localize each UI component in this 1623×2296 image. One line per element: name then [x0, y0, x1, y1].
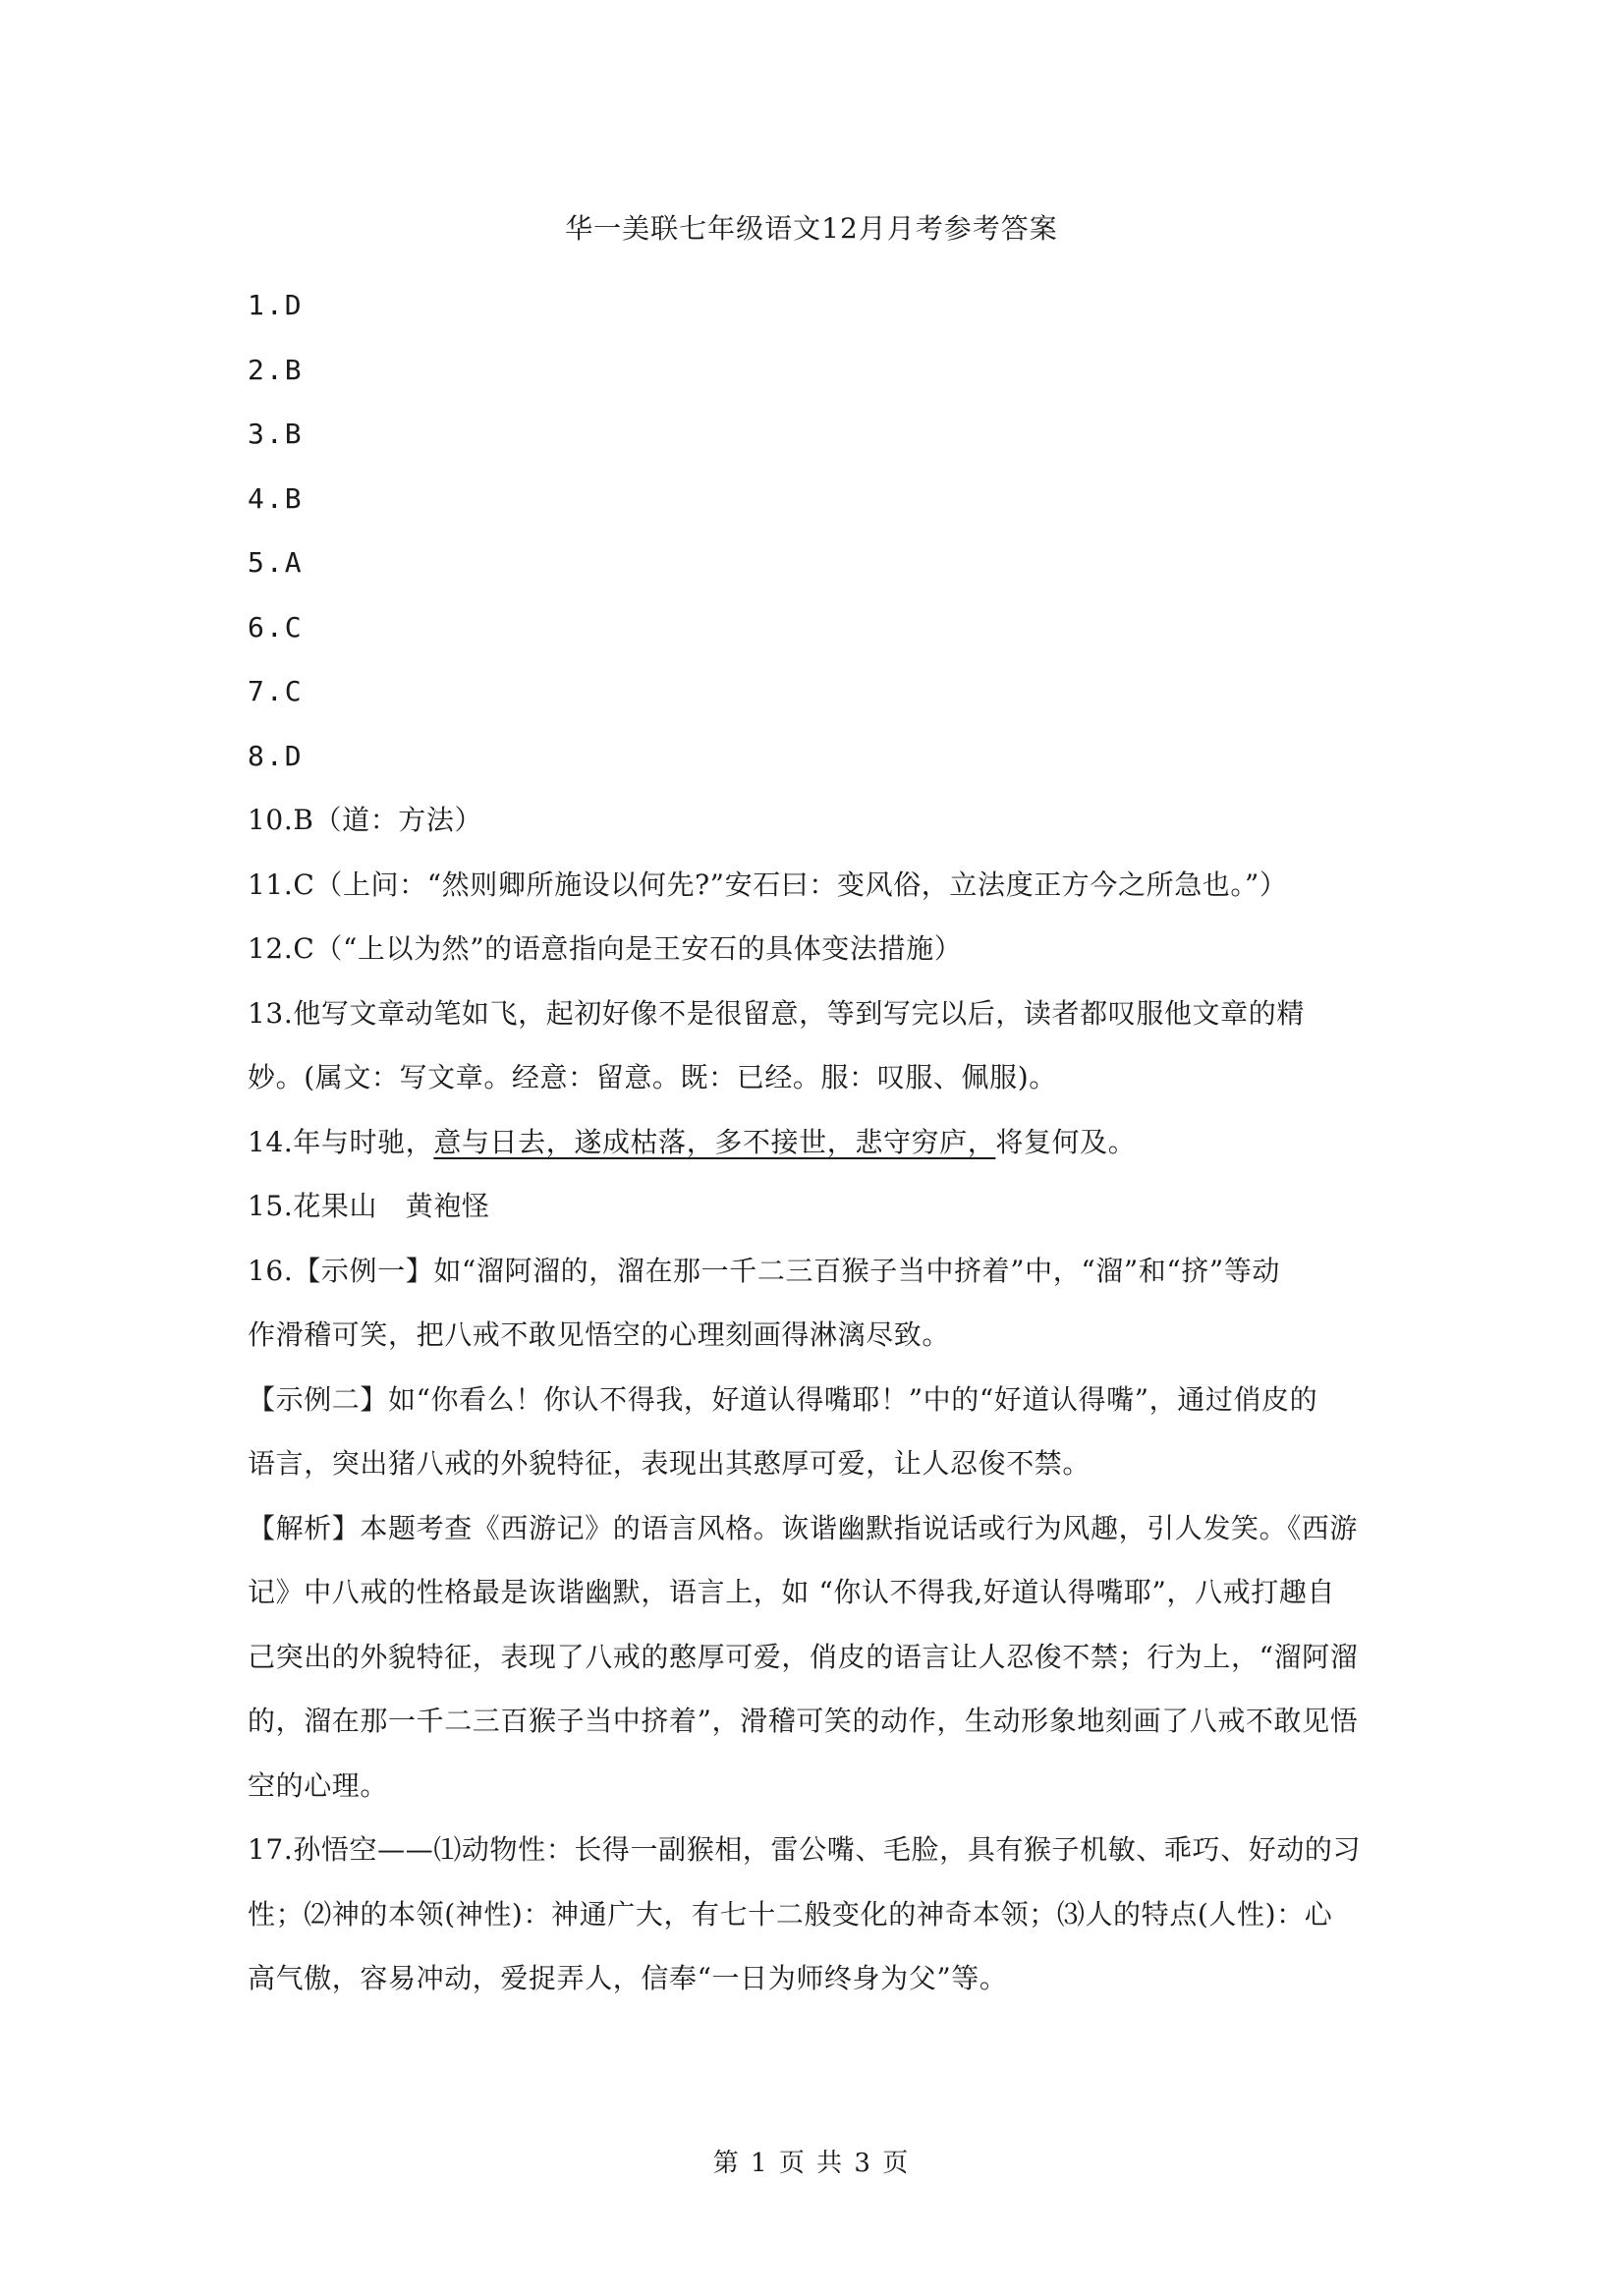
answer-14-suffix: 将复何及。 [995, 1125, 1137, 1158]
answer-14 [248, 1110, 1387, 1175]
answer-5: 5.A [248, 546, 304, 579]
answer-16-line-8: 的，溜在那一千二三百猴子当中挤着”，滑稽可笑的动作，生动形象地刻画了八戒不敢见悟 [248, 1705, 1359, 1737]
answer-2: 2.B [248, 353, 304, 386]
answer-13-line-2: 妙。(属文：写文章。经意：留意。既：已经。服：叹服、佩服)。 [248, 1061, 1057, 1093]
answer-7: 7.C [248, 675, 304, 707]
answer-16-line-4: 语言，突出猪八戒的外貌特征，表现出其憨厚可爱，让人忍俊不禁。 [248, 1447, 1091, 1480]
answer-1: 1.D [248, 289, 304, 321]
answer-4: 4.B [248, 481, 304, 515]
answer-14-underlined: 意与日去，遂成枯落，多不接世，悲守穷庐， [433, 1125, 996, 1158]
answer-16-line-6: 记》中八戒的性格最是诙谐幽默，语言上，如 “你认不得我,好道认得嘴耶”，八戒打趣自 [248, 1576, 1336, 1608]
answer-14-prefix: 14.年与时驰， [248, 1125, 434, 1158]
answer-list [248, 273, 1387, 2011]
answer-16-line-2: 作滑稽可笑，把八戒不敢见悟空的心理刻画得淋漓尽致。 [248, 1318, 951, 1351]
answer-16-line-5: 【解析】本题考查《西游记》的语言风格。诙谐幽默指说话或行为风趣，引人发笑。《西游 [248, 1511, 1359, 1544]
answer-6: 6.C [248, 610, 304, 644]
answer-13-line-1: 13.他写文章动笔如飞，起初好像不是很留意，等到写完以后，读者都叹服他文章的精 [248, 996, 1305, 1030]
answer-17-line-2: 性；⑵神的本领(神性)：神通广大，有七十二般变化的神奇本领；⑶人的特点(人性)：心 [248, 1897, 1333, 1931]
answer-16-line-9: 空的心理。 [248, 1768, 389, 1802]
page-footer: 第 1 页 共 3 页 [712, 2149, 911, 2178]
answer-12: 12.C（“上以为然”的语意指向是王安石的具体变法措施） [248, 932, 963, 965]
answer-16-line-1: 16.【示例一】如“溜阿溜的，溜在那一千二三百猴子当中挤着”中，“溜”和“挤”等动 [248, 1254, 1281, 1287]
answer-10: 10.B（道：方法） [248, 804, 483, 836]
answer-8: 8.D [248, 739, 304, 772]
answer-17-line-1: 17.孙悟空——⑴动物性：长得一副猴相，雷公嘴、毛脸，具有猴子机敏、乖巧、好动的习 [248, 1833, 1362, 1866]
answer-16-line-3: 【示例二】如“你看么！你认不得我，好道认得嘴耶！”中的“好道认得嘴”，通过俏皮的 [248, 1382, 1318, 1416]
page-title: 华一美联七年级语文12月月考参考答案 [565, 212, 1058, 245]
answer-15: 15.花果山 黄袍怪 [248, 1190, 490, 1222]
answer-11: 11.C（上问：“然则卿所施设以何先?”安石曰：变风俗，立法度正方今之所急也。”） [248, 868, 1288, 901]
answer-17-line-3: 高气傲，容易冲动，爱捉弄人，信奉“一日为师终身为父”等。 [248, 1962, 1008, 1994]
answer-16-line-7: 己突出的外貌特征，表现了八戒的憨厚可爱，俏皮的语言让人忍俊不禁；行为上，“溜阿溜 [248, 1640, 1359, 1673]
answer-3: 3.B [248, 418, 304, 450]
